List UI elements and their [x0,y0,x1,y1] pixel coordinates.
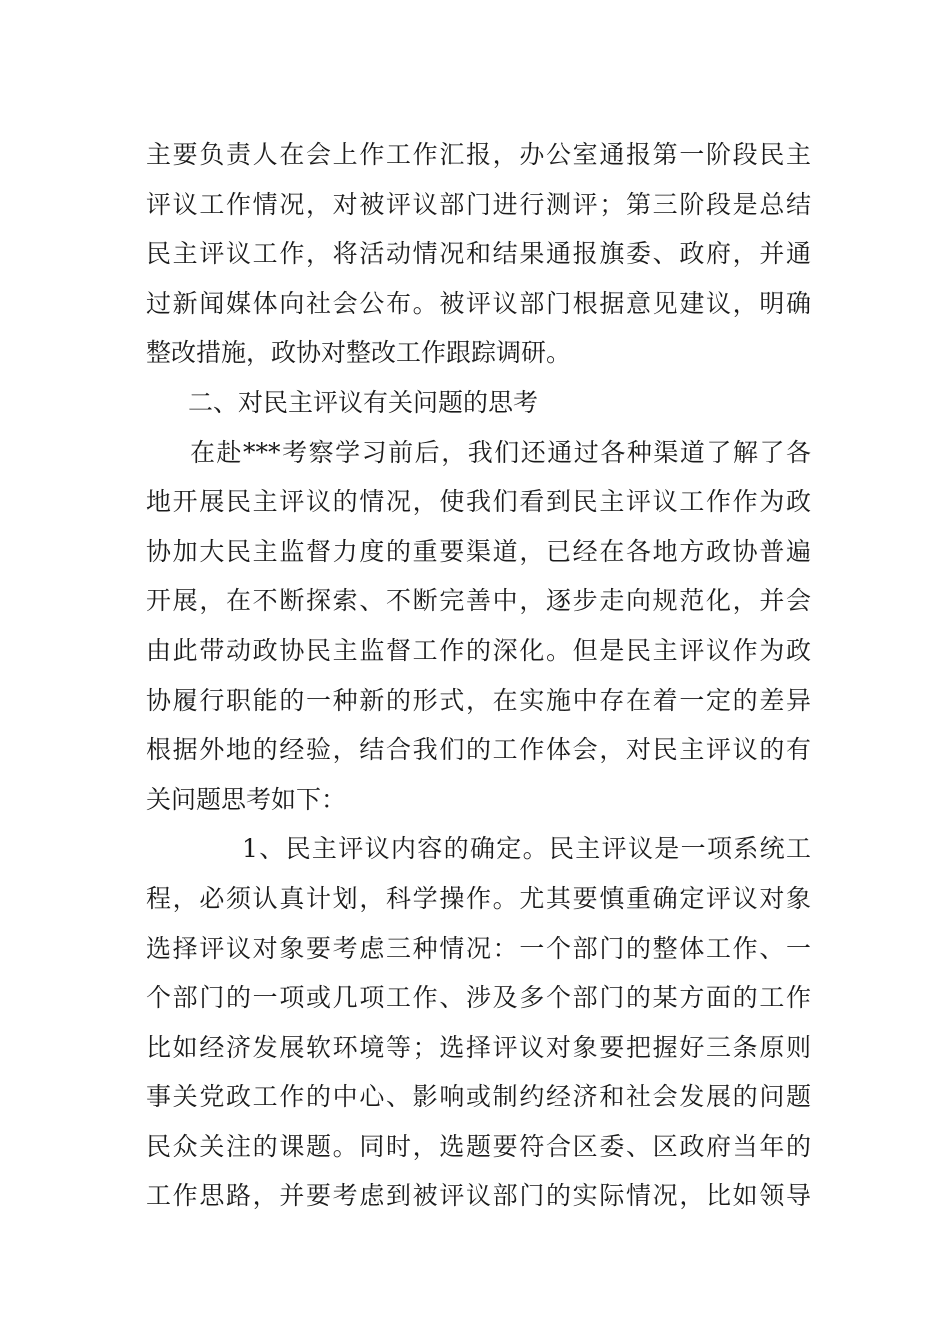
text-line: 事关党政工作的中心、影响或制约经济和社会发展的问题 [146,1082,811,1112]
text-line: 地开展民主评议的情况，使我们看到民主评议工作作为政 [146,487,811,517]
text-line: 协履行职能的一种新的形式，在实施中存在着一定的差异 [146,685,811,715]
text-line: 工作思路，并要考虑到被评议部门的实际情况，比如领导 [146,1181,811,1211]
text-line: 整改措施，政协对整改工作跟踪调研。 [146,338,572,368]
text-line: 评议工作情况，对被评议部门进行测评；第三阶段是总结 [146,189,811,219]
text-line: 程，必须认真计划，科学操作。尤其要慎重确定评议对象 [146,883,811,913]
section-heading: 二、对民主评议有关问题的思考 [188,387,539,417]
text-line: 比如经济发展软环境等；选择评议对象要把握好三条原则 [146,1032,811,1062]
body-text [146,130,811,1221]
text-line: 过新闻媒体向社会公布。被评议部门根据意见建议，明确 [146,288,811,318]
text-line: 根据外地的经验，结合我们的工作体会，对民主评议的有 [146,735,811,765]
list-item-heading: 1、民主评议内容的确定。民主评议是一项系统工 [242,834,811,864]
text-line: 主要负责人在会上作工作汇报，办公室通报第一阶段民主 [146,140,811,169]
text-line: 民主评议工作，将活动情况和结果通报旗委、政府，并通 [146,239,811,269]
text-line: 个部门的一项或几项工作、涉及多个部门的某方面的工作 [146,983,811,1013]
text-line: 由此带动政协民主监督工作的深化。但是民主评议作为政 [146,635,811,665]
text-line: 协加大民主监督力度的重要渠道，已经在各地方政协普遍 [146,536,811,566]
text-line: 关问题思考如下： [146,784,347,814]
text-line: 选择评议对象要考虑三种情况：一个部门的整体工作、一 [146,933,811,963]
text-line: 在赴***考察学习前后，我们还通过各种渠道了解了各 [190,437,811,467]
text-line: 民众关注的课题。同时，选题要符合区委、区政府当年的 [146,1131,811,1161]
text-line: 开展，在不断探索、不断完善中，逐步走向规范化，并会 [146,586,811,616]
